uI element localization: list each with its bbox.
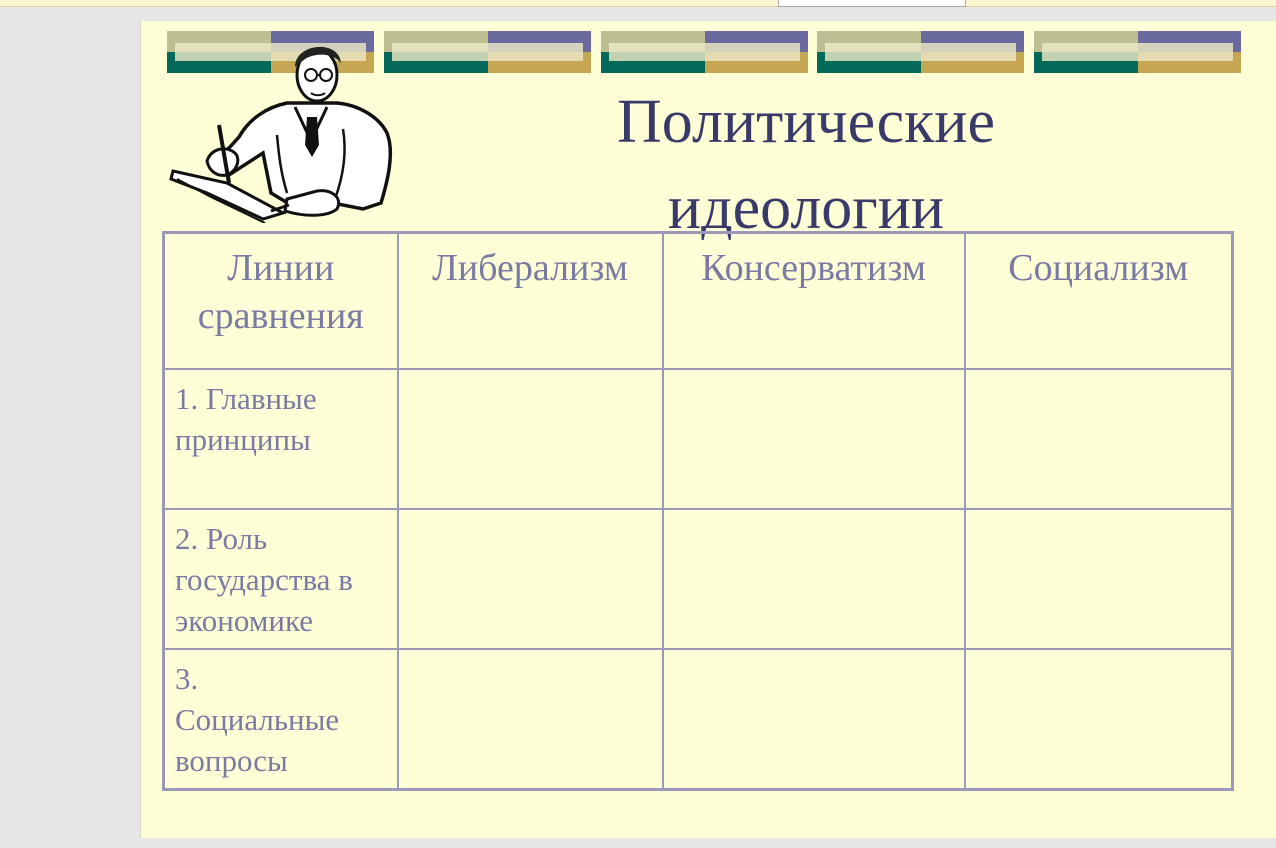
cell-liberalism-state-role[interactable] bbox=[398, 509, 663, 649]
header-socialism[interactable] bbox=[965, 233, 1233, 369]
cell-socialism-social[interactable] bbox=[965, 649, 1233, 790]
header-liberalism-label: Либерализм bbox=[432, 247, 628, 289]
cell-conservatism-state-role[interactable] bbox=[663, 509, 965, 649]
toolbar-box[interactable] bbox=[778, 0, 966, 7]
row-label-main-principles[interactable] bbox=[164, 369, 398, 509]
comparison-table bbox=[162, 231, 1234, 791]
header-row bbox=[164, 233, 1233, 369]
row-3-label-line-3: вопросы bbox=[175, 742, 288, 778]
header-conservatism[interactable] bbox=[663, 233, 965, 369]
row-2-label-line-3: экономике bbox=[175, 602, 314, 638]
row-3-label-line-1: 3. bbox=[175, 660, 199, 696]
row-1-label-line-1: 1. Главные bbox=[175, 380, 317, 416]
title-line-2: идеологии bbox=[667, 174, 945, 242]
row-2-label-line-2: государства в bbox=[175, 561, 353, 597]
man-writing-illustration bbox=[167, 33, 407, 223]
header-liberalism[interactable] bbox=[398, 233, 663, 369]
table-row bbox=[164, 649, 1233, 790]
header-comparison-lines-line-1: Линии bbox=[227, 247, 335, 289]
title-line-1: Политические bbox=[617, 88, 995, 156]
header-conservatism-label: Консерватизм bbox=[701, 247, 926, 289]
cell-liberalism-social[interactable] bbox=[398, 649, 663, 790]
row-3-label-line-2: Социальные bbox=[175, 701, 340, 737]
decorative-band-5 bbox=[1034, 31, 1241, 73]
cell-conservatism-principles[interactable] bbox=[663, 369, 965, 509]
table-row bbox=[164, 509, 1233, 649]
header-socialism-label: Социализм bbox=[1008, 247, 1189, 289]
header-comparison-lines[interactable] bbox=[164, 233, 398, 369]
header-comparison-lines-line-2: сравнения bbox=[197, 295, 364, 337]
table-row bbox=[164, 369, 1233, 509]
cell-conservatism-social[interactable] bbox=[663, 649, 965, 790]
decorative-band-4 bbox=[817, 31, 1024, 73]
decorative-band-2 bbox=[384, 31, 591, 73]
top-toolbar-strip bbox=[0, 0, 1276, 7]
cell-liberalism-principles[interactable] bbox=[398, 369, 663, 509]
decorative-band-3 bbox=[601, 31, 808, 73]
cell-socialism-principles[interactable] bbox=[965, 369, 1233, 509]
slide-title bbox=[501, 79, 1111, 251]
row-label-state-role-economy[interactable] bbox=[164, 509, 398, 649]
cell-socialism-state-role[interactable] bbox=[965, 509, 1233, 649]
slide-canvas bbox=[140, 21, 1276, 838]
row-2-label-line-1: 2. Роль bbox=[175, 520, 268, 556]
row-label-social-issues[interactable] bbox=[164, 649, 398, 790]
row-1-label-line-2: принципы bbox=[175, 421, 311, 457]
